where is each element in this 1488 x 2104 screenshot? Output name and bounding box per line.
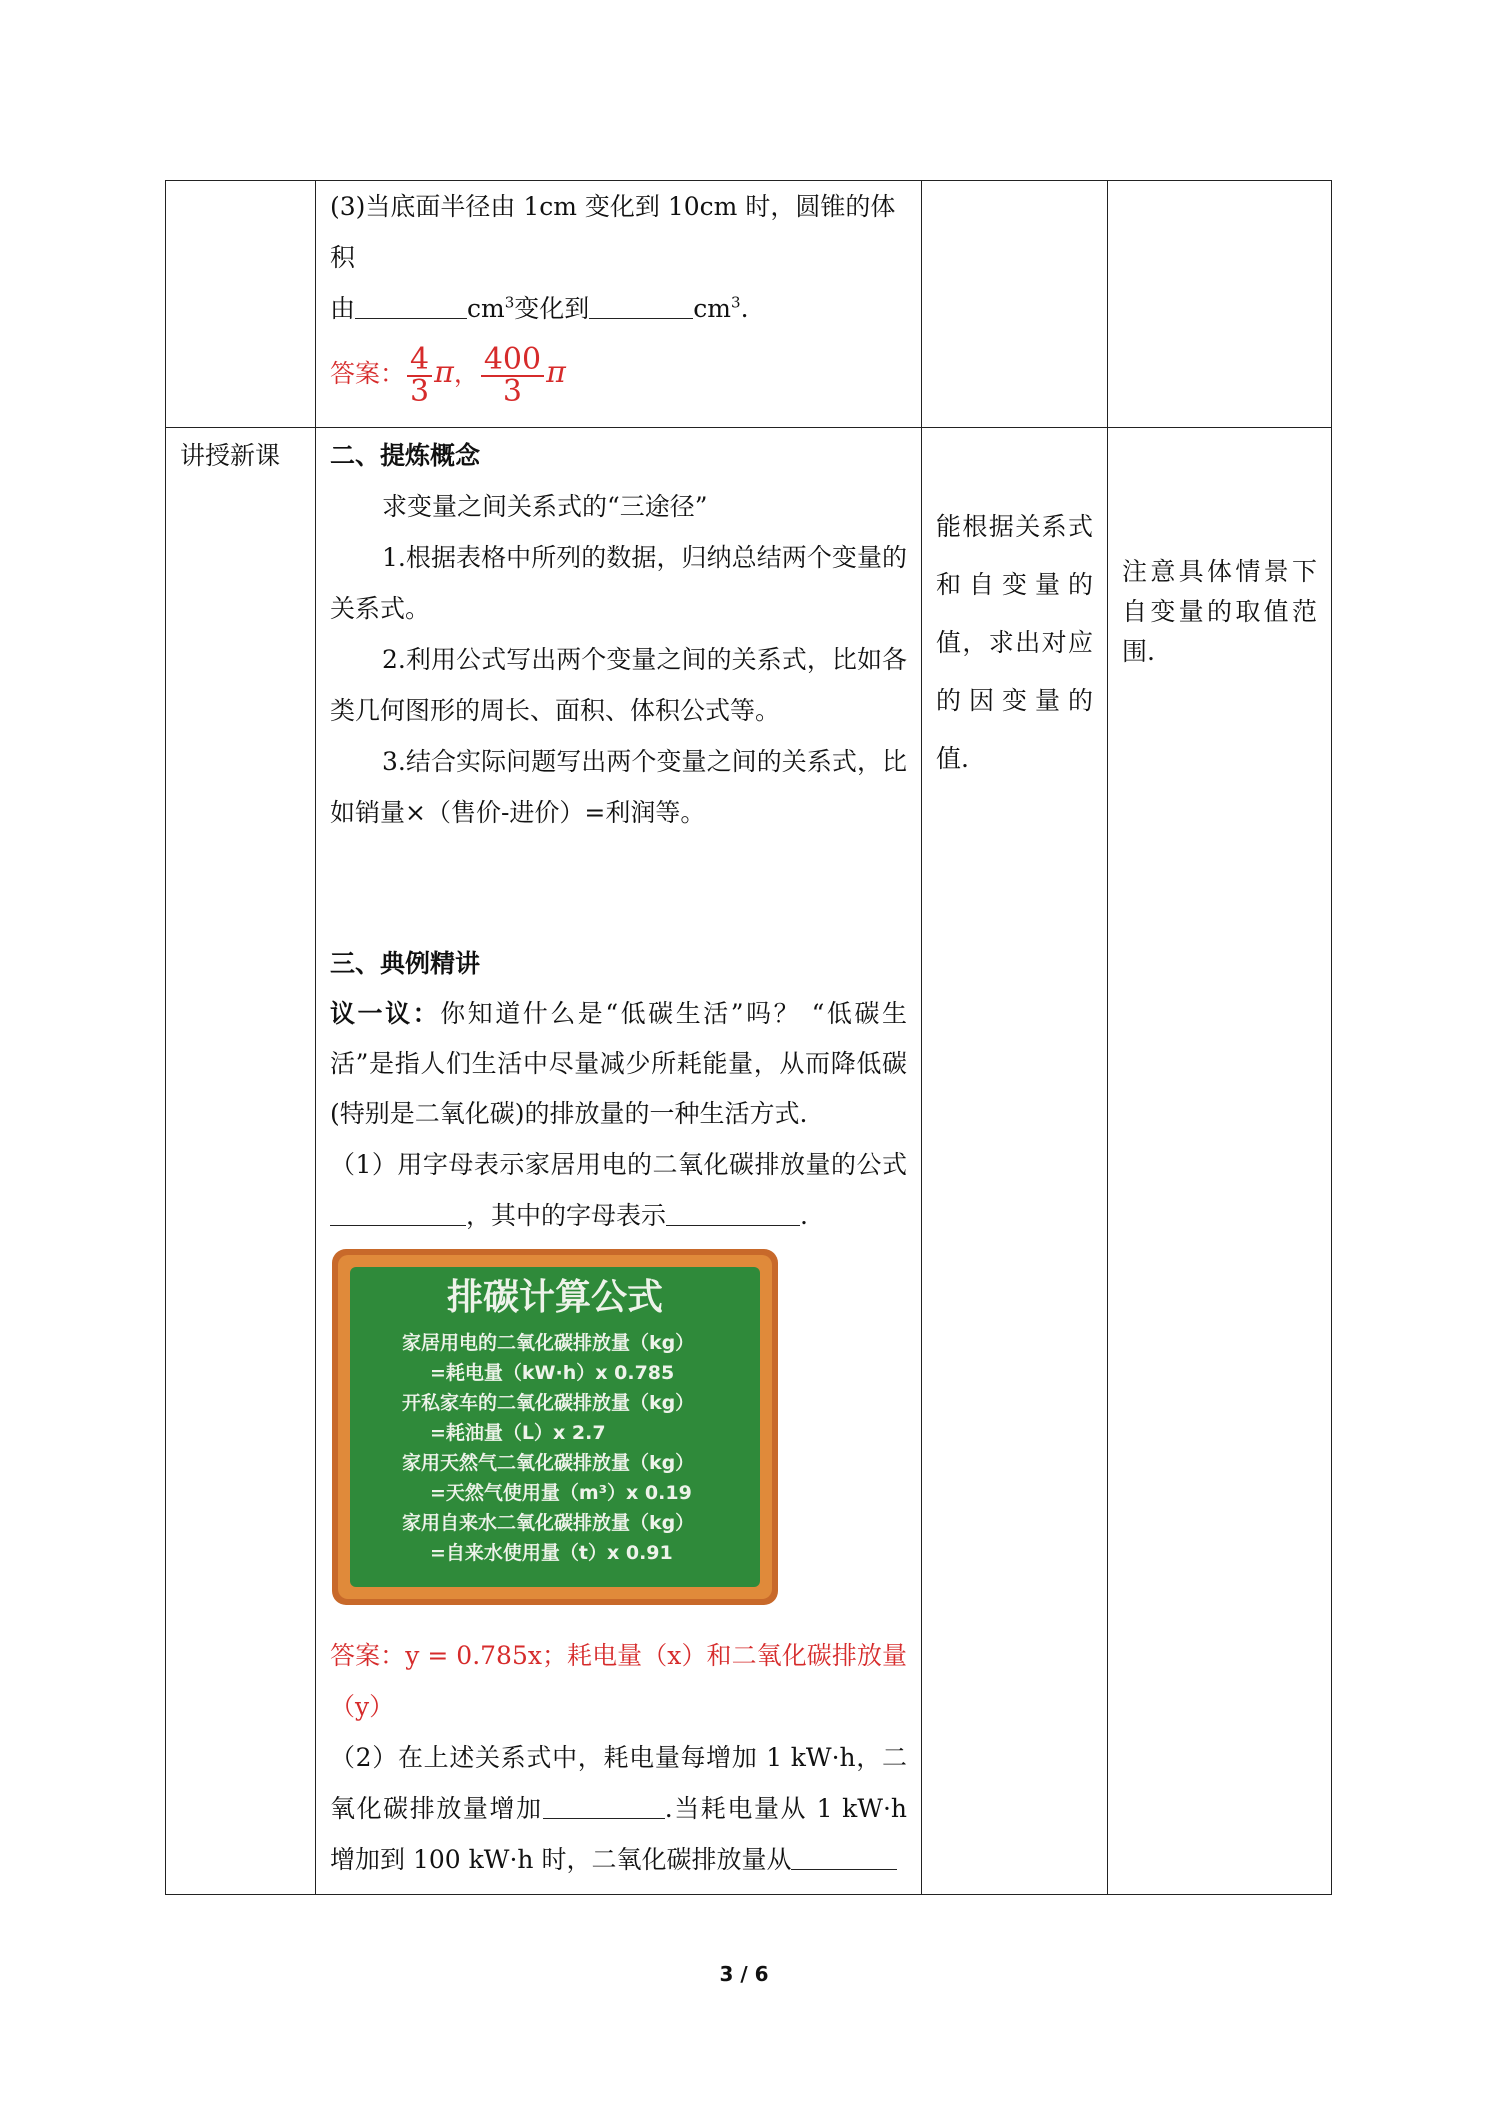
board-line: 开私家车的二氧化碳排放量（kg） bbox=[402, 1392, 695, 1414]
blank-start-volume bbox=[355, 294, 467, 319]
answer-1: 答案：y = 0.785x；耗电量（x）和二氧化碳排放量（y） bbox=[330, 1641, 907, 1721]
section3-title: 三、典例精讲 bbox=[330, 949, 481, 978]
cell-content-main bbox=[316, 428, 922, 1895]
row-label-text: 讲授新课 bbox=[180, 441, 281, 470]
page-number: 3 / 6 bbox=[719, 1962, 769, 1986]
lesson-plan-table bbox=[165, 180, 1332, 1895]
board-line: 家用天然气二氧化碳排放量（kg） bbox=[402, 1452, 695, 1474]
board-line: 家居用电的二氧化碳排放量（kg） bbox=[402, 1332, 695, 1354]
section2-intro: 求变量之间关系式的“三途径” bbox=[382, 492, 708, 521]
q3-answer: 答案： $\frac{4}{3}$ π， $\frac{400}{3}$ π bbox=[330, 341, 566, 409]
board-line: =耗油量（L）x 2.7 bbox=[430, 1422, 606, 1444]
cell-goal-empty bbox=[922, 181, 1108, 428]
answer-fraction-2: $\frac{400}{3}$ bbox=[481, 345, 544, 407]
question-1: （1）用字母表示家居用电的二氧化碳排放量的公式，其中的字母表示 . bbox=[330, 1150, 907, 1230]
answer-fraction-1: $\frac{4}{3}$ bbox=[407, 345, 432, 407]
section2-title: 二、提炼概念 bbox=[330, 441, 481, 470]
board-line: =自来水使用量（t）x 0.91 bbox=[430, 1542, 673, 1564]
goal-text: 能根据关系式和自变量的值，求出对应的因变量的值. bbox=[936, 512, 1093, 773]
q3-line2: 由 $cm^3$变化到 $cm^3$. bbox=[330, 293, 749, 323]
cell-note bbox=[1108, 428, 1332, 1895]
cell-goal bbox=[922, 428, 1108, 1895]
cell-note-empty bbox=[1108, 181, 1332, 428]
board-title: 排碳计算公式 bbox=[446, 1277, 664, 1318]
blank-from bbox=[791, 1845, 897, 1870]
table-row-previous bbox=[166, 181, 1332, 428]
board-line: =天然气使用量（m³）x 0.19 bbox=[430, 1482, 692, 1504]
blank-increase bbox=[543, 1794, 665, 1819]
cell-label bbox=[166, 428, 316, 1895]
cell-content-q3 bbox=[316, 181, 922, 428]
board-line: =耗电量（kW·h）x 0.785 bbox=[430, 1362, 675, 1384]
board-line: 家用自来水二氧化碳排放量（kg） bbox=[402, 1512, 695, 1534]
path-2: 2.利用公式写出两个变量之间的关系式，比如各类几何图形的周长、面积、体积公式等。 bbox=[330, 645, 907, 725]
note-text: 注意具体情景下自变量的取值范围. bbox=[1122, 557, 1317, 666]
discuss-paragraph: 议一议：你知道什么是“低碳生活”吗？ “低碳生活”是指人们生活中尽量减少所耗能量，从而降低碳(特别是二氧化碳)的排放量的一种生活方式. bbox=[330, 999, 907, 1128]
path-1: 1.根据表格中所列的数据，归纳总结两个变量的关系式。 bbox=[330, 543, 907, 623]
blank-formula bbox=[330, 1201, 466, 1226]
path-3: 3.结合实际问题写出两个变量之间的关系式，比如销量×（售价-进价）=利润等。 bbox=[330, 747, 907, 827]
question-2: （2）在上述关系式中，耗电量每增加 1 kW·h，二氧化碳排放量增加 .当耗电量从 1 kW·h 增加到 100 kW·h 时，二氧化碳排放量从 bbox=[330, 1743, 907, 1874]
cell-label-empty bbox=[166, 181, 316, 428]
blank-end-volume bbox=[589, 294, 693, 319]
blank-meaning bbox=[666, 1201, 800, 1226]
q3-line1: (3)当底面半径由 1cm 变化到 10cm 时，圆锥的体积 bbox=[330, 192, 896, 272]
table-row-new-lesson bbox=[166, 428, 1332, 1895]
carbon-formula-board bbox=[330, 1247, 780, 1607]
